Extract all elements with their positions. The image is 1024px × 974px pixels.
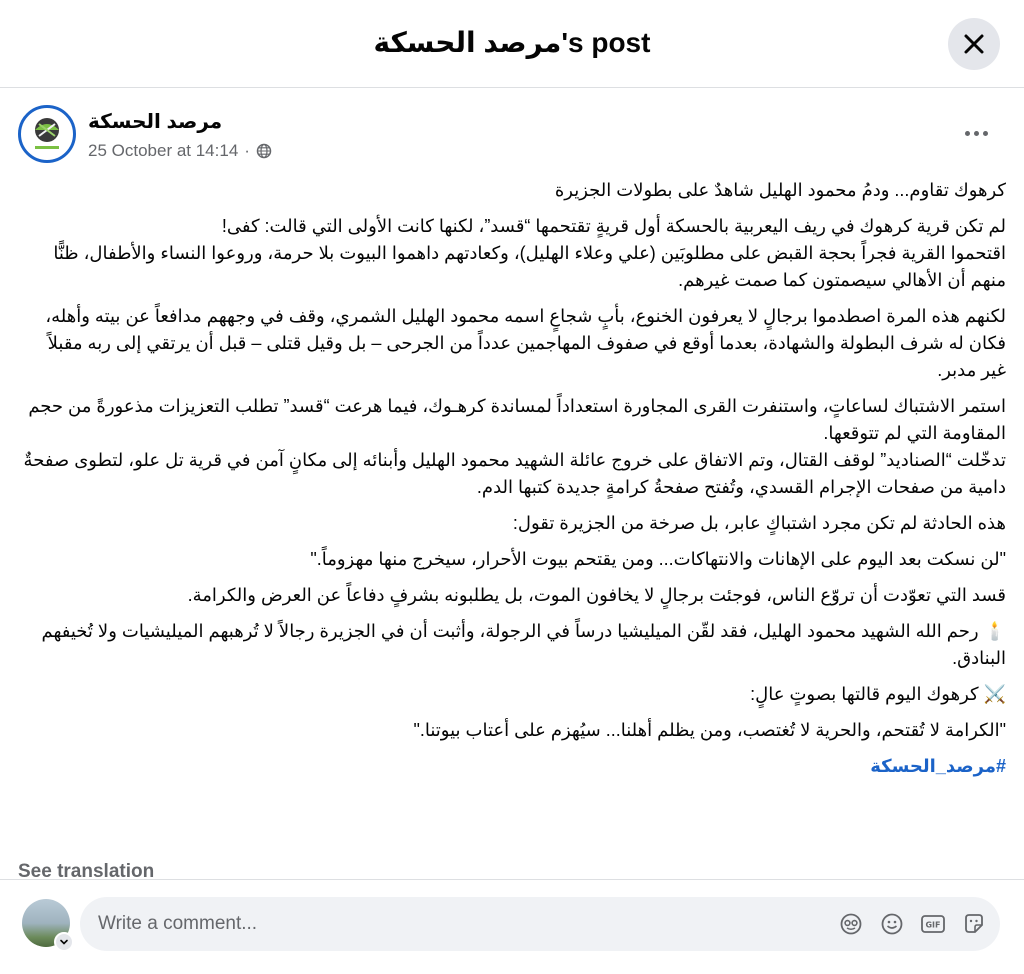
close-icon xyxy=(963,33,985,55)
post-paragraph: لم تكن قرية كرهوك في ريف اليعربية بالحسكة أول قريةٍ تقتحمها “قسد”، لكنها كانت الأولى التي قالت: كفى! اقتحموا القرية فجراً بحجة القبض على مطلوبَين (علي وعلاء الهليل)، وكعادتهم داهموا البيوت بلا حرمة، وروعوا النساء والأطفال، ظنًّا منهم أن الأهالي سيصمتون كما صمت غيرهم. xyxy=(53,216,1006,290)
post-body xyxy=(18,177,1006,789)
meta-separator: · xyxy=(244,141,250,160)
emoji-button[interactable] xyxy=(879,911,905,937)
post-paragraph: قسد التي تعوّدت أن تروّع الناس، فوجئت برجالٍ لا يخافون الموت، بل يطلبونه بشرفٍ دفاعاً عن العرض والكرامة. xyxy=(187,585,1006,605)
post-paragraph: استمر الاشتباك لساعاتٍ، واستنفرت القرى المجاورة استعداداً لمساندة كرهـوك، فيما هرعت “قسد” تطلب التعزيزات مذعورةً من حجم المقاومة التي لم تتوقعها. تدخّلت “الصناديد” لوقف القتال، وتم الاتفاق على خروج عائلة الشهيد محمود الهليل وأبنائه إلى مكانٍ آمن في قرية تل علو، لتطوى صفحةٌ دامية من صفحات الإجرام القسدي، وتُفتح صفحةُ كرامةٍ جديدة كتبها الدم. xyxy=(23,396,1006,497)
sticker-button[interactable] xyxy=(961,911,987,937)
gif-icon xyxy=(920,912,946,936)
post-meta xyxy=(88,141,272,161)
emoji-icon xyxy=(880,912,904,936)
chevron-down-icon xyxy=(59,937,69,947)
close-button[interactable] xyxy=(948,18,1000,70)
post-paragraph: "لن نسكت بعد اليوم على الإهانات والانتهاكات... ومن يقتحم بيوت الأحرار، سيخرج منها مهزوماً." xyxy=(310,549,1006,569)
comment-box xyxy=(80,897,1000,951)
dialog-title: مرصد الحسكة's post xyxy=(373,27,651,58)
more-dot-icon xyxy=(974,131,979,136)
comment-input[interactable] xyxy=(98,897,798,951)
page-avatar[interactable] xyxy=(18,105,76,163)
post-paragraph: ⚔️ كرهوك اليوم قالتها بصوتٍ عالٍ: xyxy=(750,684,1006,704)
observatory-logo-icon xyxy=(21,108,73,160)
post-paragraph: "الكرامة لا تُقتحم، والحرية لا تُغتصب، ومن يظلم أهلنا... سيُهزم على أعتاب بيوتنا." xyxy=(413,720,1006,740)
hashtag-link[interactable]: #مرصد_الحسكة xyxy=(870,756,1006,776)
gif-button[interactable] xyxy=(920,911,946,937)
see-translation-link[interactable]: See translation xyxy=(18,861,155,879)
post-paragraph: 🕯️ رحم الله الشهيد محمود الهليل، فقد لقّن الميليشيا درساً في الرجولة، وأثبت أن في الجزيرة رجالاً لا تُرهبهم الميليشيات ولا تُخيفهم البنادق. xyxy=(41,621,1006,668)
more-dot-icon xyxy=(983,131,988,136)
page-name[interactable]: مرصد الحسكة xyxy=(88,111,223,133)
more-dot-icon xyxy=(965,131,970,136)
post-paragraph: كرهوك تقاوم... ودمُ محمود الهليل شاهدٌ على بطولات الجزيرة xyxy=(554,180,1006,200)
more-options-button[interactable] xyxy=(958,121,994,145)
globe-icon xyxy=(256,143,272,159)
dialog-header xyxy=(0,0,1024,88)
sticker-icon xyxy=(962,912,986,936)
post-paragraph: لكنهم هذه المرة اصطدموا برجالٍ لا يعرفون الخنوع، بأبٍ شجاعٍ اسمه محمود الهليل الشمري، وقف في وجههم مدافعاً عن بيته وأهله، فكان له شرف البطولة والشهادة، بعدما أوقع في صفوف المهاجمين عدداً من الجرحى – بل وقيل قتلى – قبل أن يرتقي إلى ربه مقبلاً غير مدبر. xyxy=(45,306,1006,380)
post-paragraph: هذه الحادثة لم تكن مجرد اشتباكٍ عابر، بل صرخة من الجزيرة تقول: xyxy=(512,513,1006,533)
svg-text:GIF: GIF xyxy=(925,920,941,930)
post-container xyxy=(0,89,1024,879)
avatar-sticker-icon xyxy=(839,912,863,936)
post-timestamp[interactable]: 25 October at 14:14 xyxy=(88,141,239,160)
account-switch-button[interactable] xyxy=(54,932,74,952)
comment-bar xyxy=(0,879,1024,974)
avatar-sticker-button[interactable] xyxy=(838,911,864,937)
